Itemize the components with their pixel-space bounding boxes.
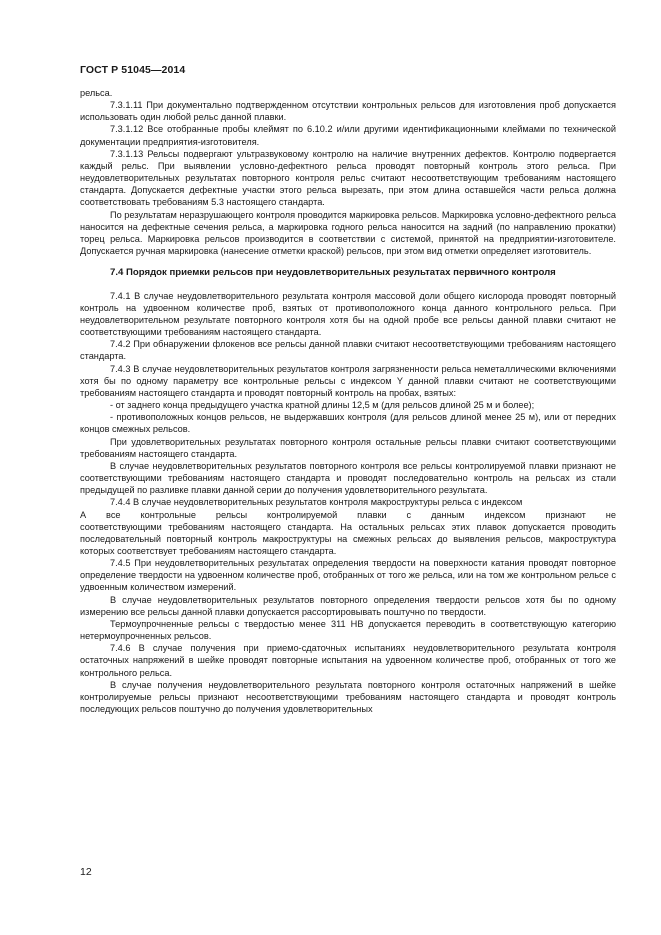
paragraph-7-4-4-rest: соответствующими требованиям настоящего стандарта. На остальных рельсах этих плавок допускается проводить последовательный повторный контроль макроструктуры на смежных рельсах до выявления рельсов, макроструктура которых соответствует требованиям настоящего стандарта. [80,521,616,556]
page-body [80,87,616,715]
section-heading-7-4: 7.4 Порядок приемки рельсов при неудовлетворительных результатах первичного контроля [110,267,556,279]
paragraph: При удовлетворительных результатах повторного контроля остальные рельсы плавки считают соответствующими требованиям настоящего стандарта. [80,436,616,459]
list-item-dash: - противоположных концов рельсов, не выдержавших контроля (для рельсов длиной менее 25 м), или от передних концов смежных рельсов. [80,412,616,435]
paragraph-7-3-1-13: 7.3.1.13 Рельсы подвергают ультразвуковому контролю на наличие внутренних дефектов. Контролю подвергается каждый рельс. При выявлении условно-дефектного рельса проводят повторный контроль этого рельса. При неудовлетворительных результатах повторного контроля рельс считают несоответствующим требованиям настоящего стандарта. Допускается дефектные участки этого рельса вырезать, при этом длина оставшейся части рельса должна соответствовать требованиям 5.3 настоящего стандарта. [80,148,616,208]
paragraph-marking: По результатам неразрушающего контроля проводится маркировка рельсов. Маркировка условно-дефектного рельса наносится на дефектные сечения рельса, а маркировка годного рельса наносится на задний (по направлению прокатки) торец рельса. Маркировка рельсов производится в соответствии с системой, принятой на предприятии-изготовителе. Допускается ручная маркировка (нанесение отметки краской) рельсов, при этом вид отметки определяет изготовитель. [80,209,616,257]
paragraph-7-3-1-12: 7.3.1.12 Все отобранные пробы клеймят по 6.10.2 и/или другими идентификационными клеймами по технической документации предприятия-изготовителя. [80,124,616,147]
paragraph: рельса. [80,88,113,98]
paragraph: Термоупрочненные рельсы с твердостью менее 311 НВ допускается переводить в соответствующую категорию нетермоупрочненных рельсов. [80,618,616,642]
paragraph-7-4-5: 7.4.5 При неудовлетворительных результатах определения твердости на поверхности катания проводят повторное определение твердости на удвоенном количестве проб, отобранных от того же рельса, или на том же контрольном рельсе с удвоенным количеством измерений. [80,558,616,593]
paragraph-7-4-6: 7.4.6 В случае получения при приемо-сдаточных испытаниях неудовлетворительного результата контроля остаточных напряжений в шейке проводят повторные испытания на удвоенном количестве проб, отобранных от того же контрольного рельса. [80,643,616,678]
paragraph-7-4-2: 7.4.2 При обнаружении флокенов все рельсы данной плавки считают несоответствующими требованиям настоящего стандарта. [80,339,616,362]
document-header: ГОСТ Р 51045—2014 [80,64,186,76]
paragraph-7-4-1: 7.4.1 В случае неудовлетворительного результата контроля массовой доли общего кислорода проводят повторный контроль на удвоенном количестве проб, взятых от противоположного конца данного контрольного рельса. При неудовлетворительном результате повторного контроля хотя бы на одной пробе все рельсы данной плавки считают не соответствующими требованиям настоящего стандарта. [80,290,616,338]
paragraph-7-4-3: 7.4.3 В случае неудовлетворительных результатов контроля загрязненности рельса неметаллическими включениями хотя бы по одному параметру все контрольные рельсы с индексом Y данной плавки считают не соответствующими требованиям настоящего стандарта и проводят повторный контроль на пробах, взятых: [80,363,616,398]
paragraph-7-4-4-line2: А все контрольные рельсы контролируемой плавки с данным индексом признают не [80,509,616,520]
paragraph: В случае получения неудовлетворительного результата повторного контроля остаточных напряжений в шейке контролируемые рельсы признают несоответствующими требованиям настоящего стандарта и проводят контроль последующих рельсов поштучно до получения удовлетворительных [80,679,616,714]
paragraph: В случае неудовлетворительных результатов повторного определения твердости рельсов хотя бы по одному измерению все рельсы данной плавки допускается рассортировывать поштучно по твердости. [80,594,616,617]
paragraph-7-4-4-line1: 7.4.4 В случае неудовлетворительных результатов контроля макроструктуры рельса с индексом [110,497,523,508]
paragraph-7-3-1-11: 7.3.1.11 При документально подтвержденном отсутствии контрольных рельсов для изготовления проб допускается использовать один любой рельс данной плавки. [80,100,616,123]
paragraph: В случае неудовлетворительных результатов повторного контроля все рельсы контролируемой плавки признают не соответствующими требованиям настоящего стандарта и проводят последовательно контроль на рельсах из стали предыдущей по разливке плавки данной серии до получения удовлетворительного результата. [80,460,616,496]
page-number: 12 [80,866,92,878]
list-item-dash: - от заднего конца предыдущего участка кратной длины 12,5 м (для рельсов длиной 25 м и более); [110,400,535,411]
